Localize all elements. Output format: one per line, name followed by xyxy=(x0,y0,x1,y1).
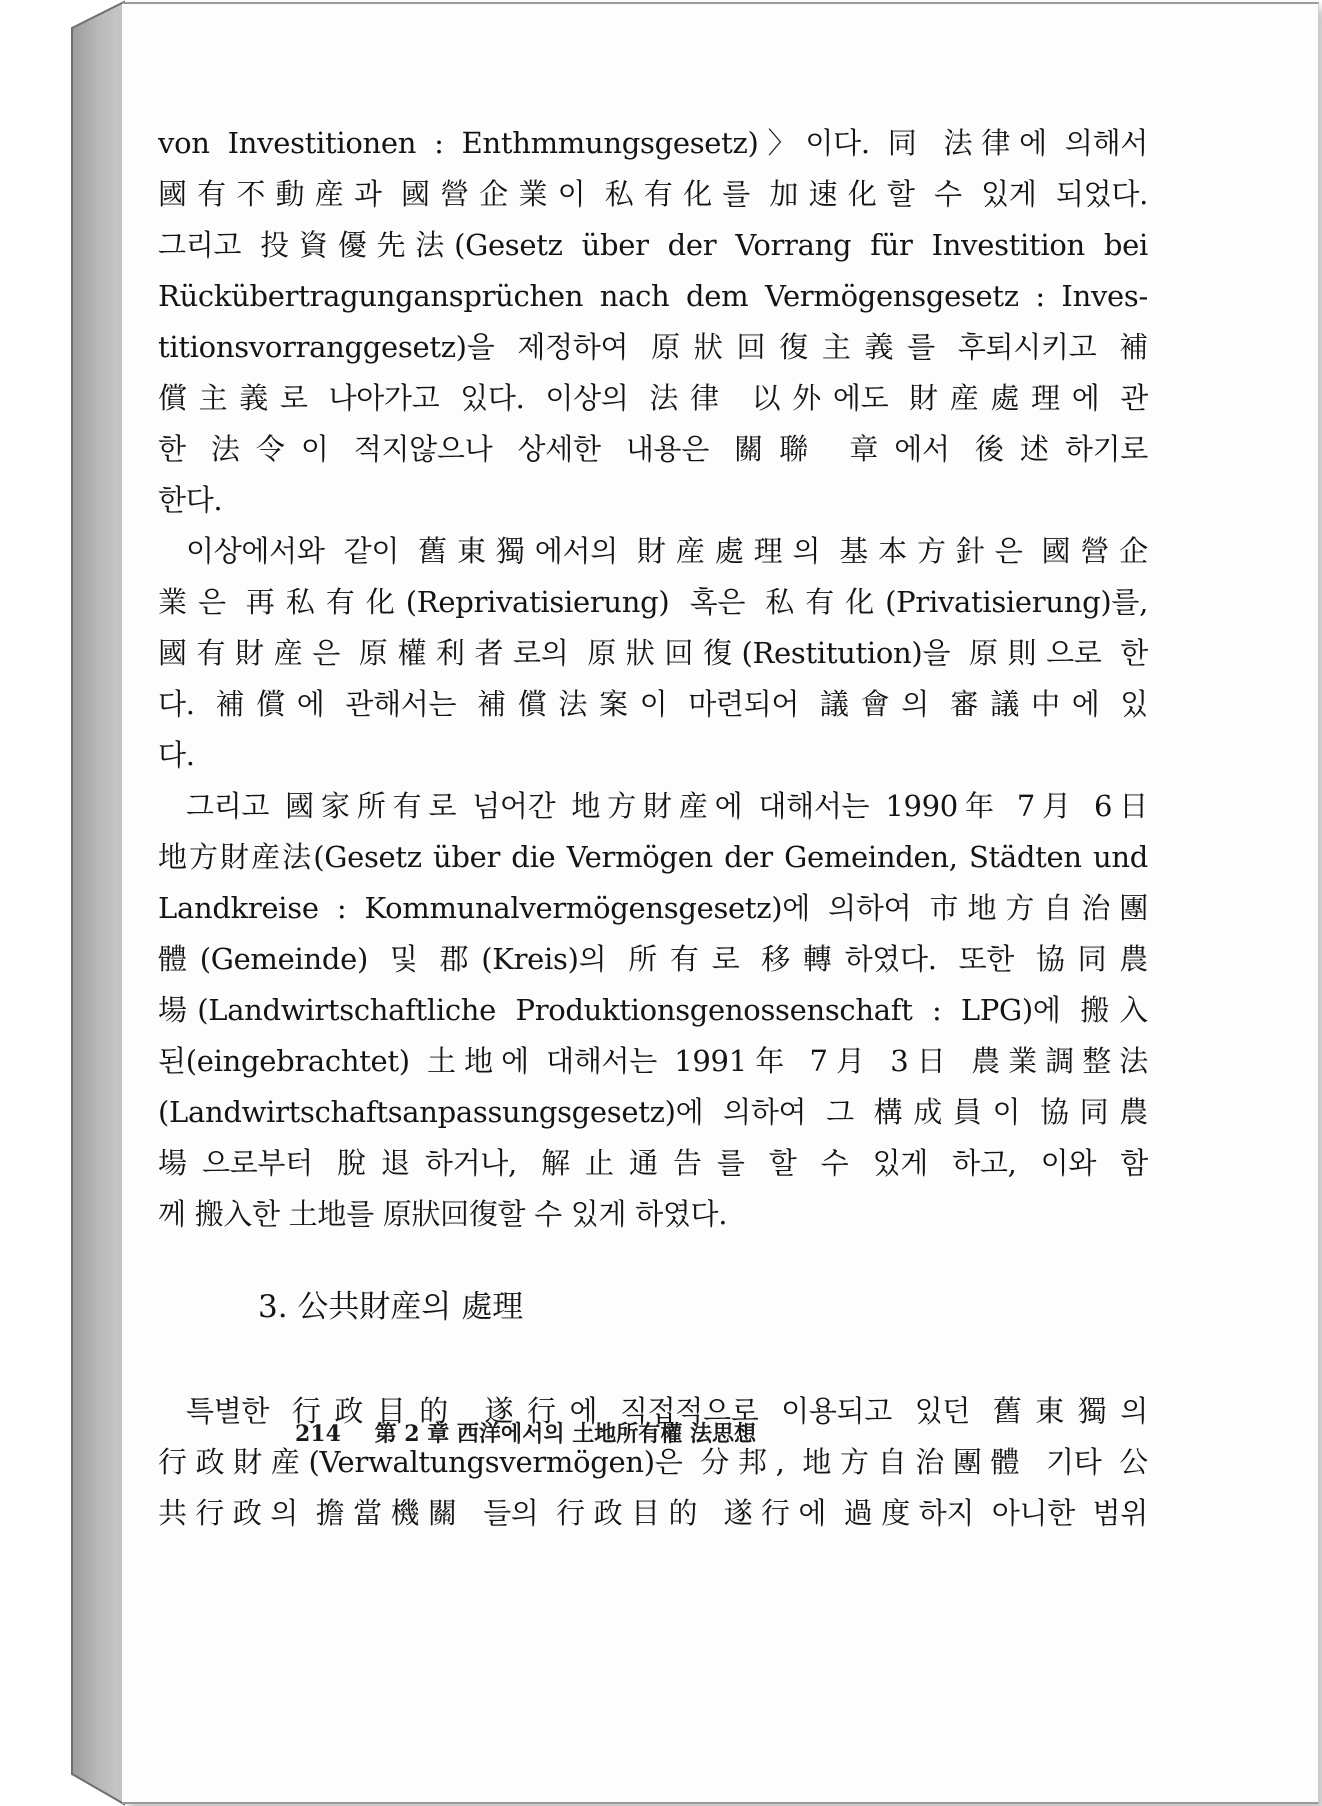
page-body xyxy=(158,118,1148,1539)
text-line: 地方財産法(Gesetz über die Vermögen der Gemeinden, Städten und xyxy=(158,840,1148,874)
text-line: 이상에서와 같이 舊東獨에서의 財産處理의 基本方針은 國營企 xyxy=(186,534,1148,568)
paragraph-4 xyxy=(158,1386,1148,1539)
page-footer xyxy=(295,1417,756,1448)
text-line: 그리고 國家所有로 넘어간 地方財産에 대해서는 1990年 7月 6日 xyxy=(186,789,1148,823)
text-line: 體(Gemeinde) 및 郡(Kreis)의 所有로 移轉하였다. 또한 協同農 xyxy=(158,942,1148,976)
text-line: von Investitionen : Enthmmungsgesetz)〉이다. 同 法律에 의해서 xyxy=(158,126,1148,160)
text-line: 한다. xyxy=(158,483,223,517)
text-line: 共行政의 擔當機關 들의 行政目的 遂行에 過度하지 아니한 범위 xyxy=(158,1496,1148,1530)
spacer xyxy=(158,1240,1148,1276)
text-line: 償主義로 나아가고 있다. 이상의 法律 以外에도 財産處理에 관 xyxy=(158,381,1148,415)
text-line: 國有不動産과 國營企業이 私有化를 加速化할 수 있게 되었다. xyxy=(158,177,1148,211)
text-line: (Landwirtschaftsanpassungsgesetz)에 의하여 그 構成員이 協同農 xyxy=(158,1095,1148,1129)
text-line: 그리고 投資優先法(Gesetz über der Vorrang für Investition bei xyxy=(158,228,1148,262)
spacer xyxy=(158,1338,1148,1386)
text-line: 業은 再私有化(Reprivatisierung) 혹은 私有化(Privatisierung)를, xyxy=(158,585,1148,619)
text-line: 한 法令이 적지않으나 상세한 내용은 關聯 章에서 後述하기로 xyxy=(158,432,1148,466)
text-line: 께 搬入한 土地를 原狀回復할 수 있게 하였다. xyxy=(158,1197,728,1231)
text-line: 다. 補償에 관해서는 補償法案이 마련되어 議會의 審議中에 있 xyxy=(158,687,1148,721)
text-line: 場으로부터 脫退하거나, 解止通告를 할 수 있게 하고, 이와 함 xyxy=(158,1146,1148,1180)
text-line: 특별한 行政目的 遂行에 직접적으로 이용되고 있던 舊東獨의 xyxy=(186,1394,1148,1428)
text-line: 다. xyxy=(158,738,195,772)
text-line: 行政財産(Verwaltungsvermögen)은 分邦, 地方自治團體 기타 公 xyxy=(158,1445,1148,1479)
paragraph-1 xyxy=(158,118,1148,526)
text-line: 國有財産은 原權利者로의 原狀回復(Restitution)을 原則으로 한 xyxy=(158,636,1148,670)
text-line: 場(Landwirtschaftliche Produktionsgenossenschaft : LPG)에 搬入 xyxy=(158,993,1148,1027)
paragraph-2 xyxy=(158,526,1148,781)
page-number: 214 xyxy=(295,1421,341,1447)
text-line: Landkreise : Kommunalvermögensgesetz)에 의하여 市地方自治團 xyxy=(158,891,1148,925)
text-line: Rückübertragunganspr​üchen nach dem Vermögensgesetz : Inves- xyxy=(158,279,1148,313)
text-line: titionsvorranggesetz)을 제정하여 原狀回復主義를 후퇴시키고 補 xyxy=(158,330,1148,364)
paragraph-3 xyxy=(158,781,1148,1240)
text-line: 된(eingebrachtet) 土地에 대해서는 1991年 7月 3日 農業調整法 xyxy=(158,1044,1148,1078)
section-heading: 3. 公共財産의 處理 xyxy=(258,1289,524,1325)
book-spine xyxy=(0,0,130,1806)
running-header-chapter: 第 2 章 西洋에서의 土地所有權 法思想 xyxy=(374,1421,756,1447)
